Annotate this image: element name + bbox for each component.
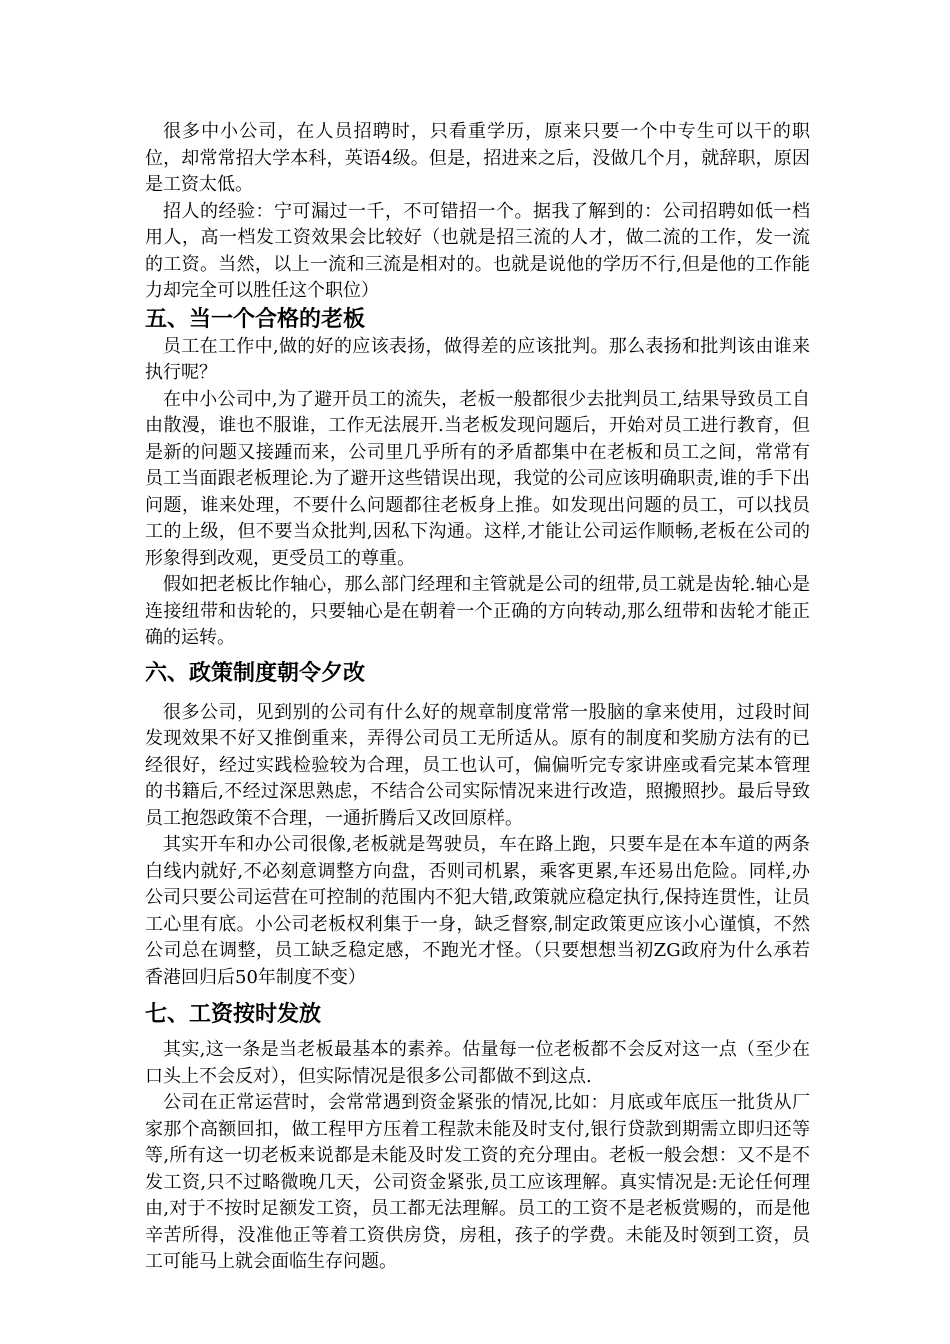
paragraph-section5-3: 假如把老板比作轴心，那么部门经理和主管就是公司的纽带,员工就是齿轮.轴心是连接纽带和齿轮的，只要轴心是在朝着一个正确的方向转动,那么纽带和齿轮才能正确的运转。 — [145, 574, 810, 648]
paragraph-intro-2: 招人的经验：宁可漏过一千，不可错招一个。据我了解到的：公司招聘如低一档用人，高一档发工资效果会比较好（也就是招三流的人才，做二流的工作，发一流的工资。当然，以上一流和三流是相对的。也就是说他的学历不行,但是他的工作能力却完全可以胜任这个职位） — [145, 200, 810, 301]
paragraph-section6-1: 很多公司，见到别的公司有什么好的规章制度常常一股脑的拿来使用，过段时间发现效果不好又推倒重来，弄得公司员工无所适从。原有的制度和奖励方法有的已经很好，经过实践检验较为合理，员工也认可，偏偏听完专家讲座或看完某本管理的书籍后,不经过深思熟虑，不结合公司实际情况来进行改造，照搬照抄。最后导致员工抱怨政策不合理，一通折腾后又改回原样。 — [145, 701, 810, 829]
document-body — [145, 119, 810, 1276]
paragraph-intro-1: 很多中小公司，在人员招聘时，只看重学历，原来只要一个中专生可以干的职位，却常常招大学本科，英语4级。但是，招进来之后，没做几个月，就辞职，原因是工资太低。 — [145, 121, 810, 195]
section-heading-5: 五、当一个合格的老板 — [145, 306, 366, 332]
paragraph-section7-1: 其实,这一条是当老板最基本的素养。估量每一位老板都不会反对这一点（至少在口头上不会反对），但实际情况是很多公司都做不到这点. — [145, 1039, 810, 1087]
paragraph-section7-2: 公司在正常运营时，会常常遇到资金紧张的情况,比如：月底或年底压一批货从厂家那个高额回扣，做工程甲方压着工程款未能及时支付,银行贷款到期需立即归还等等,所有这一切老板来说都是未能及时发工资的充分理由。老板一般会想：又不是不发工资,只不过略微晚几天，公司资金紧张,员工应该理解。真实情况是:无论任何理由,对于不按时足额发工资，员工都无法理解。员工的工资不是老板赏赐的，而是他辛苦所得，没准他正等着工资供房贷，房租，孩子的学费。未能及时领到工资，员工可能马上就会面临生存问题。 — [145, 1092, 810, 1272]
paragraph-section5-2: 在中小公司中,为了避开员工的流失，老板一般都很少去批判员工,结果导致员工自由散漫，谁也不服谁，工作无法展开.当老板发现问题后，开始对员工进行教育，但是新的问题又接踵而来，公司里几乎所有的矛盾都集中在老板和员工之间，常常有员工当面跟老板理论.为了避开这些错误出现，我觉的公司应该明确职责,谁的手下出问题，谁来处理，不要什么问题都往老板身上推。如发现出问题的员工，可以找员工的上级，但不要当众批判,因私下沟通。这样,才能让公司运作顺畅,老板在公司的形象得到改观，更受员工的尊重。 — [145, 388, 810, 569]
paragraph-section6-2: 其实开车和办公司很像,老板就是驾驶员，车在路上跑，只要车是在本车道的两条白线内就好,不必刻意调整方向盘，否则司机累，乘客更累,车还易出危险。同样,办公司只要公司运营在可控制的范围内不犯大错,政策就应稳定执行,保持连贯性，让员工心里有底。小公司老板权利集于一身，缺乏督察,制定政策更应该小心谨慎，不然公司总在调整，员工缺乏稳定感，不跑光才怪。（只要想想当初ZG政府为什么承若香港回归后50年制度不变） — [145, 834, 810, 988]
section-heading-6: 六、政策制度朝令夕改 — [145, 660, 366, 686]
section-heading-7: 七、工资按时发放 — [145, 1002, 322, 1027]
paragraph-section5-1: 员工在工作中,做的好的应该表扬，做得差的应该批判。那么表扬和批判该由谁来执行呢？ — [145, 335, 810, 383]
